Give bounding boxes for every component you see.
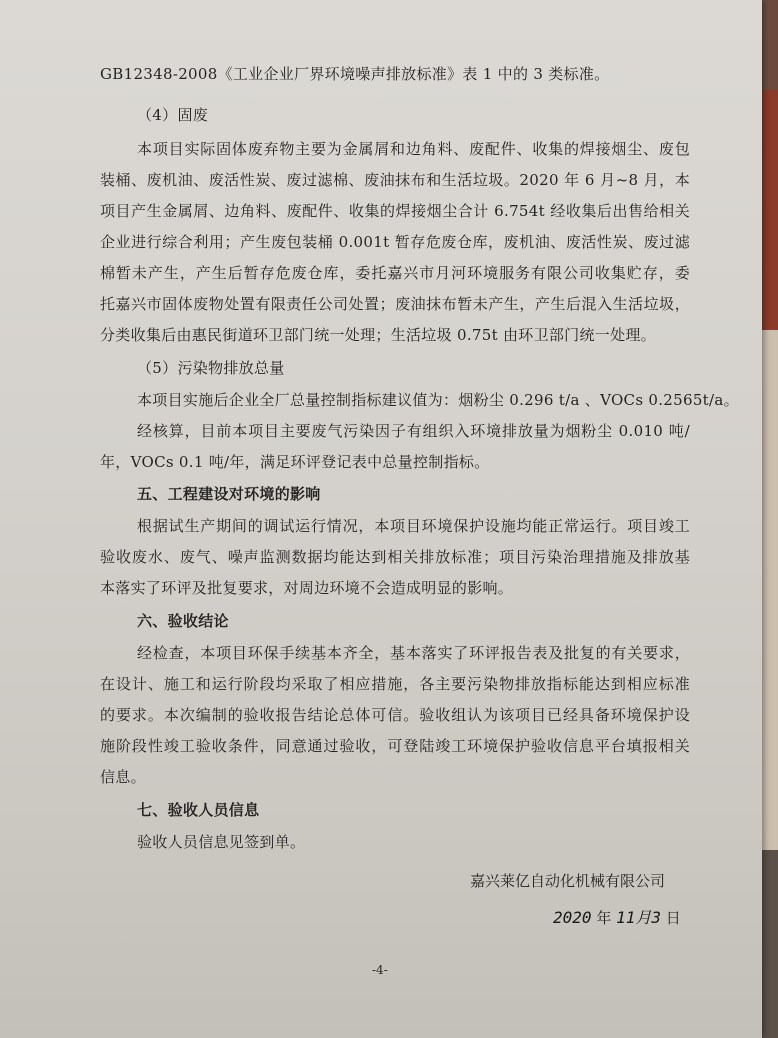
text-line: 托嘉兴市固体废物处置有限责任公司处置；废油抹布暂未产生，产生后混入生活垃圾，	[100, 295, 690, 313]
section-heading-6: 六、验收结论	[137, 612, 229, 630]
text-line: 验收人员信息见签到单。	[137, 833, 306, 851]
day-label: 日	[665, 909, 681, 927]
text-line: 根据试生产期间的调试运行情况，本项目环境保护设施均能正常运行。项目竣工	[137, 517, 690, 535]
text-line: 本项目实施后企业全厂总量控制指标建议值为：烟粉尘 0.296 t/a 、VOCs 0.2565t/a。	[137, 391, 739, 409]
text-line: 本落实了环评及批复要求，对周边环境不会造成明显的影响。	[100, 579, 514, 597]
handwritten-year: 2020	[553, 908, 592, 927]
subheading-solid-waste: （4）固废	[137, 106, 209, 124]
text-line: 棉暂未产生，产生后暂存危废仓库，委托嘉兴市月河环境服务有限公司收集贮存，委	[100, 264, 690, 282]
text-line: 在设计、施工和运行阶段均采取了相应措施，各主要污染物排放指标能达到相应标准	[100, 675, 690, 693]
section-heading-7: 七、验收人员信息	[137, 801, 260, 819]
text-line: 信息。	[100, 768, 146, 786]
year-label: 年	[596, 909, 612, 927]
text-line: GB12348-2008《工业企业厂界环境噪声排放标准》表 1 中的 3 类标准。	[100, 65, 610, 83]
text-line: 验收废水、废气、噪声监测数据均能达到相关排放标准；项目污染治理措施及排放基	[100, 548, 690, 566]
page-number: -4-	[372, 963, 388, 977]
text-line: 经核算，目前本项目主要废气污染因子有组织入环境排放量为烟粉尘 0.010 吨/	[137, 422, 690, 440]
handwritten-month-day: 11月3	[616, 908, 662, 927]
text-line: 施阶段性竣工验收条件，同意通过验收，可登陆竣工环境保护验收信息平台填报相关	[100, 737, 690, 755]
text-line: 本项目实际固体废弃物主要为金属屑和边角料、废配件、收集的焊接烟尘、废包	[137, 140, 690, 158]
text-line: 企业进行综合利用；产生废包装桶 0.001t 暂存危废仓库，废机油、废活性炭、废过滤	[100, 233, 690, 251]
text-line: 经检查，本项目环保手续基本齐全，基本落实了环评报告表及批复的有关要求，	[137, 644, 690, 662]
text-line: 的要求。本次编制的验收报告结论总体可信。验收组认为该项目已经具备环境保护设	[100, 706, 690, 724]
company-name: 嘉兴莱亿自动化机械有限公司	[470, 872, 666, 890]
text-line: 装桶、废机油、废活性炭、废过滤棉、废油抹布和生活垃圾。2020 年 6 月~8 月，本	[100, 171, 690, 189]
signature-date	[553, 905, 681, 928]
text-line: 年，VOCs 0.1 吨/年，满足环评登记表中总量控制指标。	[100, 453, 490, 471]
subheading-pollutant-total: （5）污染物排放总量	[137, 359, 285, 377]
text-line: 分类收集后由惠民街道环卫部门统一处理；生活垃圾 0.75t 由环卫部门统一处理。	[100, 326, 656, 344]
text-line: 项目产生金属屑、边角料、废配件、收集的焊接烟尘合计 6.754t 经收集后出售给相关	[100, 202, 690, 220]
section-heading-5: 五、工程建设对环境的影响	[137, 485, 321, 503]
